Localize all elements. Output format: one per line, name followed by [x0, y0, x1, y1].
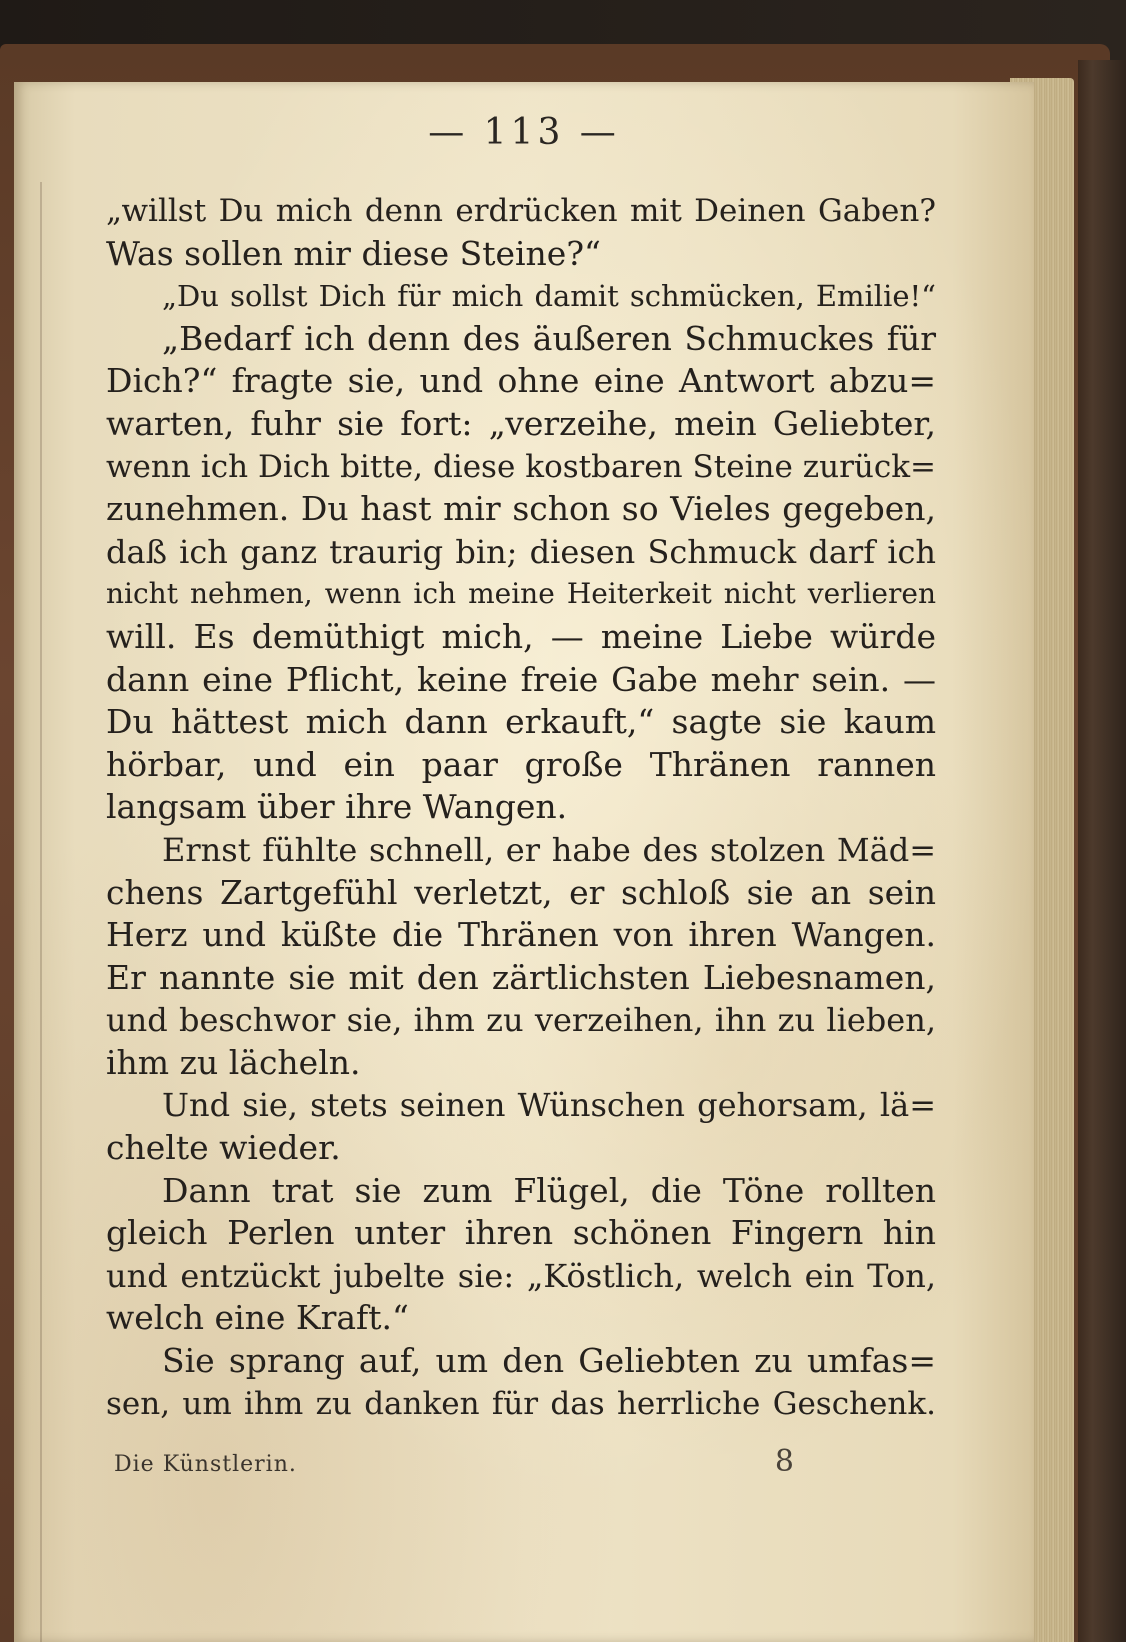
sheet-number: 8 — [774, 1444, 794, 1479]
signature-mark: Die Künstlerin. — [114, 1452, 297, 1477]
text-line: Er nannte sie mit den zärtlichsten Liebesnamen, — [106, 957, 936, 997]
page-footer — [114, 1442, 794, 1482]
text-line: chelte wieder. — [106, 1128, 341, 1168]
text-line: sen, um ihm zu danken für das herrliche Geschenk. — [106, 1385, 936, 1422]
text-line: Was sollen mir diese Steine?“ — [106, 233, 601, 273]
text-line: Dann trat sie zum Flügel, die Töne rollten — [162, 1170, 936, 1210]
book-page — [14, 82, 1034, 1642]
text-line: Du hättest mich dann erkauft,“ sagte sie kaum — [106, 702, 936, 742]
text-line: ihm zu lächeln. — [106, 1042, 361, 1082]
text-line: gleich Perlen unter ihren schönen Fingern hin — [106, 1213, 936, 1253]
text-line: nicht nehmen, wenn ich meine Heiterkeit nicht verlieren — [106, 577, 936, 611]
text-line: chens Zartgefühl verletzt, er schloß sie an sein — [106, 872, 936, 912]
gutter-shadow — [40, 182, 42, 1642]
text-line: will. Es demüthigt mich, — meine Liebe würde — [106, 616, 936, 656]
text-line: Dich?“ fragte sie, und ohne eine Antwort abzu= — [106, 361, 936, 401]
text-line: Ernst fühlte schnell, er habe des stolzen Mäd= — [162, 830, 936, 869]
text-line: langsam über ihre Wangen. — [106, 787, 568, 827]
text-line: „Du sollst Dich für mich damit schmücken, Emilie!“ — [162, 279, 936, 314]
text-line: und beschwor sie, ihm zu verzeihen, ihn zu lieben, — [106, 1001, 936, 1040]
text-line: daß ich ganz traurig bin; diesen Schmuck darf ich — [106, 532, 936, 571]
page-number: — 113 — — [428, 112, 620, 153]
text-line: dann eine Pflicht, keine freie Gabe mehr sein. — — [106, 659, 936, 699]
text-line: „willst Du mich denn erdrücken mit Deinen Gaben? — [106, 193, 936, 229]
cover-edge — [1078, 60, 1126, 1642]
text-line: hörbar, und ein paar große Thränen rannen — [106, 744, 936, 784]
text-line: zunehmen. Du hast mir schon so Vieles gegeben, — [106, 489, 936, 529]
text-line: warten, fuhr sie fort: „verzeihe, mein Geliebter, — [106, 403, 936, 443]
text-line: Herz und küßte die Thränen von ihren Wangen. — [106, 915, 936, 955]
text-line: Und sie, stets seinen Wünschen gehorsam, lä= — [162, 1086, 936, 1125]
text-line: „Bedarf ich denn des äußeren Schmuckes für — [162, 318, 936, 358]
text-line: welch eine Kraft.“ — [106, 1298, 409, 1338]
text-line: und entzückt jubelte sie: „Köstlich, welch ein Ton, — [106, 1256, 936, 1295]
page-text — [106, 190, 936, 1425]
text-line: Sie sprang auf, um den Geliebten zu umfas= — [162, 1341, 936, 1381]
text-line: wenn ich Dich bitte, diese kostbaren Steine zurück= — [106, 448, 936, 485]
